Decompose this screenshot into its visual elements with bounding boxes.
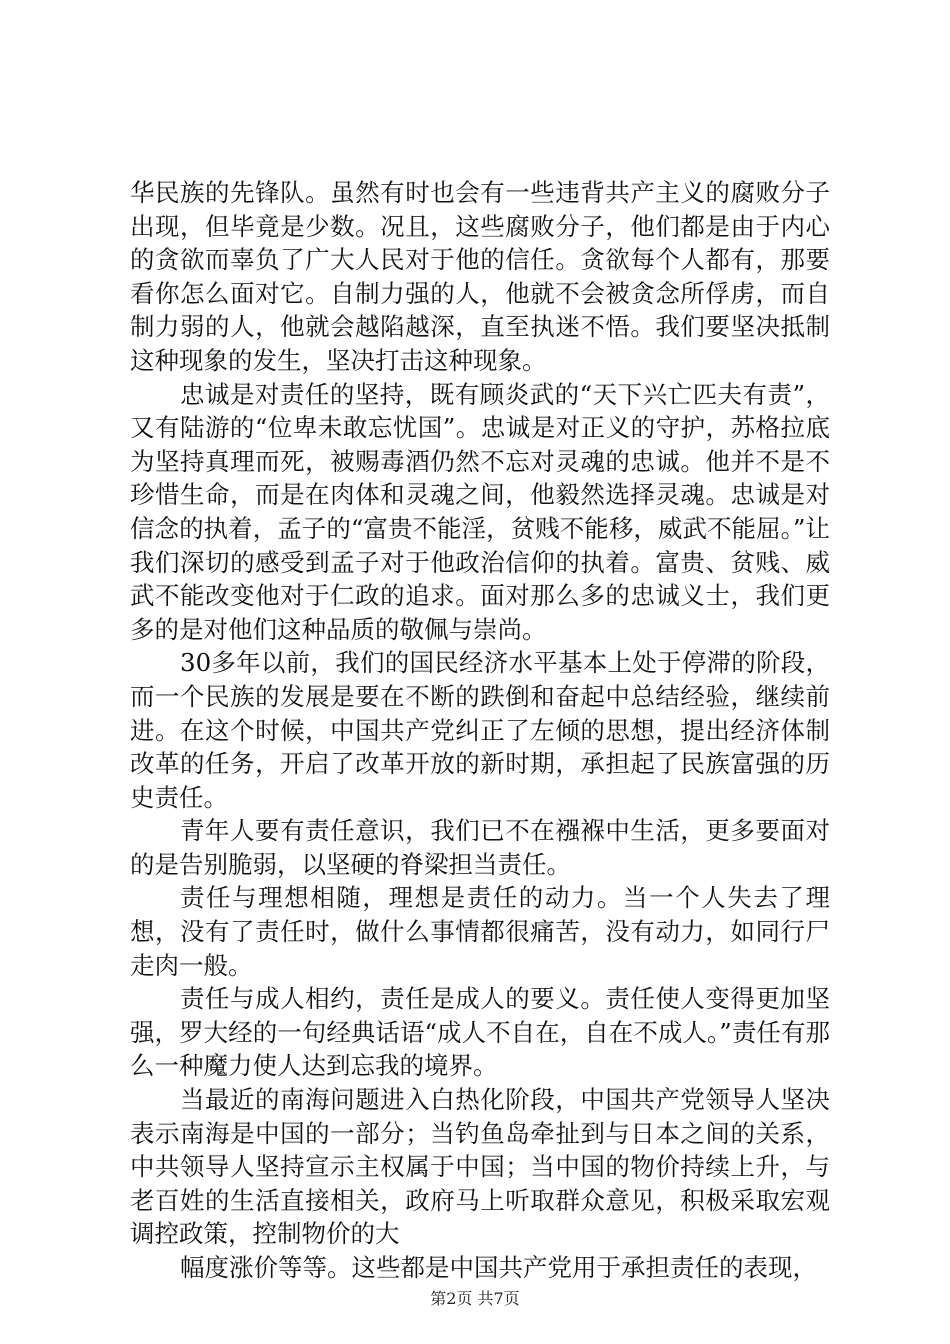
paragraph-1: 华民族的先锋队。虽然有时也会有一些违背共产主义的腐败分子出现，但毕竟是少数。况且，这些腐败分子，他们都是由于内心的贪欲而辜负了广大人民对于他的信任。贪欲每个人都有，那要看你怎么面对它。自制力强的人，他就不会被贪念所俘虏，而自制力弱的人，他就会越陷越深，直至执迷不悟。我们要坚决抵制这种现象的发生，坚决打击这种现象。 — [130, 178, 830, 375]
paragraph-7: 当最近的南海问题进入白热化阶段，中国共产党领导人坚决表示南海是中国的一部分；当钓鱼岛牵扯到与日本之间的关系，中共领导人坚持宣示主权属于中国；当中国的物价持续上升，与老百姓的生活直接相关，政府马上听取群众意见，积极采取宏观调控政策，控制物价的大 — [130, 1085, 830, 1249]
page-number-footer: 第2页 共7页 — [430, 1289, 520, 1308]
paragraph-6: 责任与成人相约，责任是成人的要义。责任使人变得更加坚强，罗大经的一句经典话语“成人不自在，自在不成人。”责任有那么一种魔力使人达到忘我的境界。 — [130, 984, 830, 1081]
paragraph-3: 30多年以前，我们的国民经济水平基本上处于停滞的阶段，而一个民族的发展是要在不断的跌倒和奋起中总结经验，继续前进。在这个时候，中国共产党纠正了左倾的思想，提出经济体制改革的任务，开启了改革开放的新时期，承担起了民族富强的历史责任。 — [130, 648, 830, 812]
paragraph-4: 青年人要有责任意识，我们已不在襁褓中生活，更多要面对的是告别脆弱，以坚硬的脊梁担当责任。 — [130, 816, 830, 879]
paragraph-2: 忠诚是对责任的坚持，既有顾炎武的“天下兴亡匹夫有责”，又有陆游的“位卑未敢忘忧国”。忠诚是对正义的守护，苏格拉底为坚持真理而死，被赐毒酒仍然不忘对灵魂的忠诚。他并不是不珍惜生命，而是在肉体和灵魂之间，他毅然选择灵魂。忠诚是对信念的执着，孟子的“富贵不能淫，贫贱不能移，威武不能屈。”让我们深切的感受到孟子对于他政治信仰的执着。富贵、贫贱、威武不能改变他对于仁政的追求。面对那么多的忠诚义士，我们更多的是对他们这种品质的敬佩与崇尚。 — [130, 379, 830, 644]
paragraph-8: 幅度涨价等等。这些都是中国共产党用于承担责任的表现， — [180, 1253, 817, 1282]
paragraph-5: 责任与理想相随，理想是责任的动力。当一个人失去了理想，没有了责任时，做什么事情都很痛苦，没有动力，如同行尸走肉一般。 — [130, 883, 830, 980]
document-body — [130, 176, 830, 1285]
